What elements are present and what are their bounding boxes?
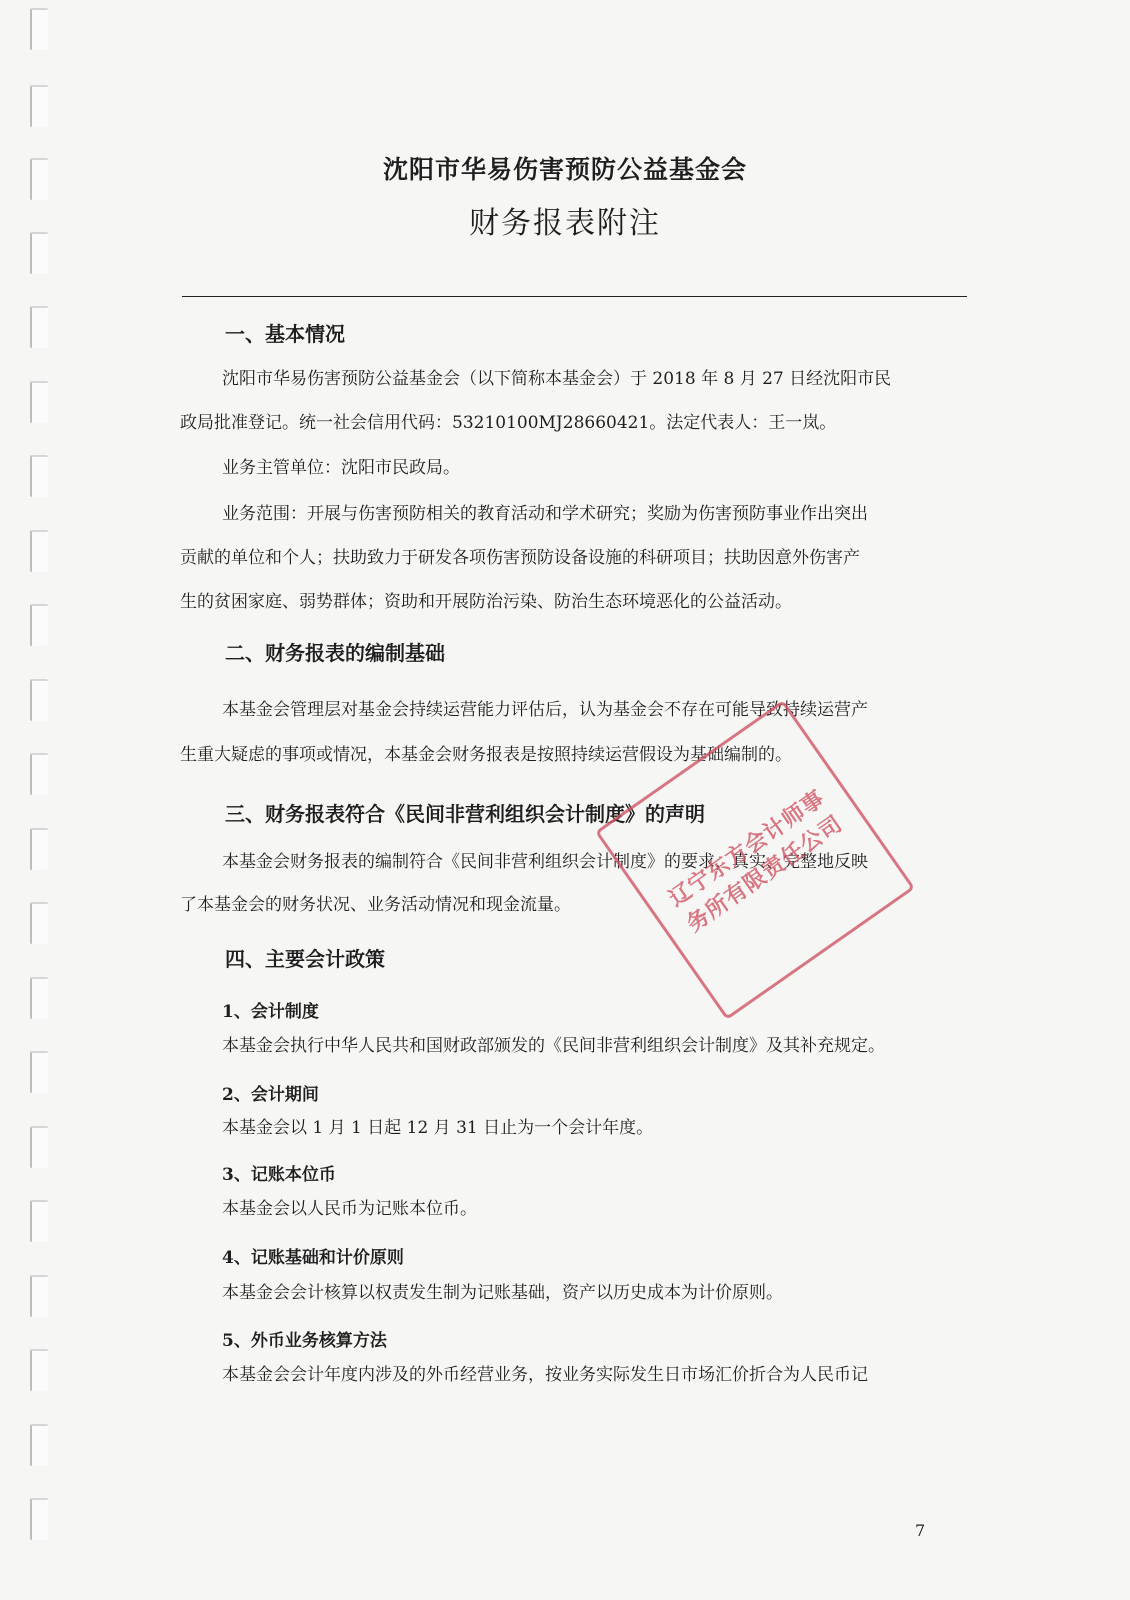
section-1-para1-line1: 沈阳市华易伤害预防公益基金会（以下简称本基金会）于 2018 年 8 月 27 日经沈阳市民 [222, 369, 892, 389]
section-1-heading: 一、基本情况 [225, 322, 345, 346]
section-3-para-line2: 了本基金会的财务状况、业务活动情况和现金流量。 [180, 895, 571, 915]
section-1-para3-line3: 生的贫困家庭、弱势群体；资助和开展防治污染、防治生态环境恶化的公益活动。 [180, 592, 792, 612]
policy-1-text: 本基金会执行中华人民共和国财政部颁发的《民间非营利组织会计制度》及其补充规定。 [222, 1036, 885, 1056]
policy-3-text: 本基金会以人民币为记账本位币。 [222, 1199, 477, 1219]
policy-4-title: 4、记账基础和计价原则 [222, 1248, 404, 1268]
policy-2-title: 2、会计期间 [222, 1085, 319, 1105]
policy-2-text: 本基金会以 1 月 1 日起 12 月 31 日止为一个会计年度。 [222, 1118, 654, 1138]
document-title: 财务报表附注 [469, 206, 661, 241]
policy-1-title: 1、会计制度 [222, 1002, 319, 1022]
section-2-heading: 二、财务报表的编制基础 [225, 641, 445, 665]
page-number: 7 [915, 1521, 926, 1540]
section-2-para-line1: 本基金会管理层对基金会持续运营能力评估后，认为基金会不存在可能导致持续运营产 [222, 700, 868, 720]
policy-5-title: 5、外币业务核算方法 [222, 1331, 387, 1351]
section-3-para-line1: 本基金会财务报表的编制符合《民间非营利组织会计制度》的要求，真实、完整地反映 [222, 852, 868, 872]
seal-text: 辽宁东方会计师事务所有限责任公司 [664, 785, 848, 938]
policy-5-text: 本基金会会计年度内涉及的外币经营业务，按业务实际发生日市场汇价折合为人民币记 [222, 1365, 868, 1385]
section-1-para2: 业务主管单位：沈阳市民政局。 [222, 458, 460, 478]
organization-name: 沈阳市华易伤害预防公益基金会 [382, 155, 747, 184]
policy-3-title: 3、记账本位币 [222, 1165, 336, 1185]
title-divider [182, 296, 967, 297]
policy-4-text: 本基金会会计核算以权责发生制为记账基础，资产以历史成本为计价原则。 [222, 1283, 783, 1303]
section-1-para1-line2: 政局批准登记。统一社会信用代码：53210100MJ28660421。法定代表人：王一岚。 [180, 413, 837, 433]
section-3-heading: 三、财务报表符合《民间非营利组织会计制度》的声明 [225, 802, 705, 826]
section-1-para3-line2: 贡献的单位和个人；扶助致力于研发各项伤害预防设备设施的科研项目；扶助因意外伤害产 [180, 548, 860, 568]
section-4-heading: 四、主要会计政策 [225, 947, 385, 971]
section-1-para3-line1: 业务范围：开展与伤害预防相关的教育活动和学术研究；奖励为伤害预防事业作出突出 [222, 504, 868, 524]
section-2-para-line2: 生重大疑虑的事项或情况，本基金会财务报表是按照持续运营假设为基础编制的。 [180, 745, 792, 765]
